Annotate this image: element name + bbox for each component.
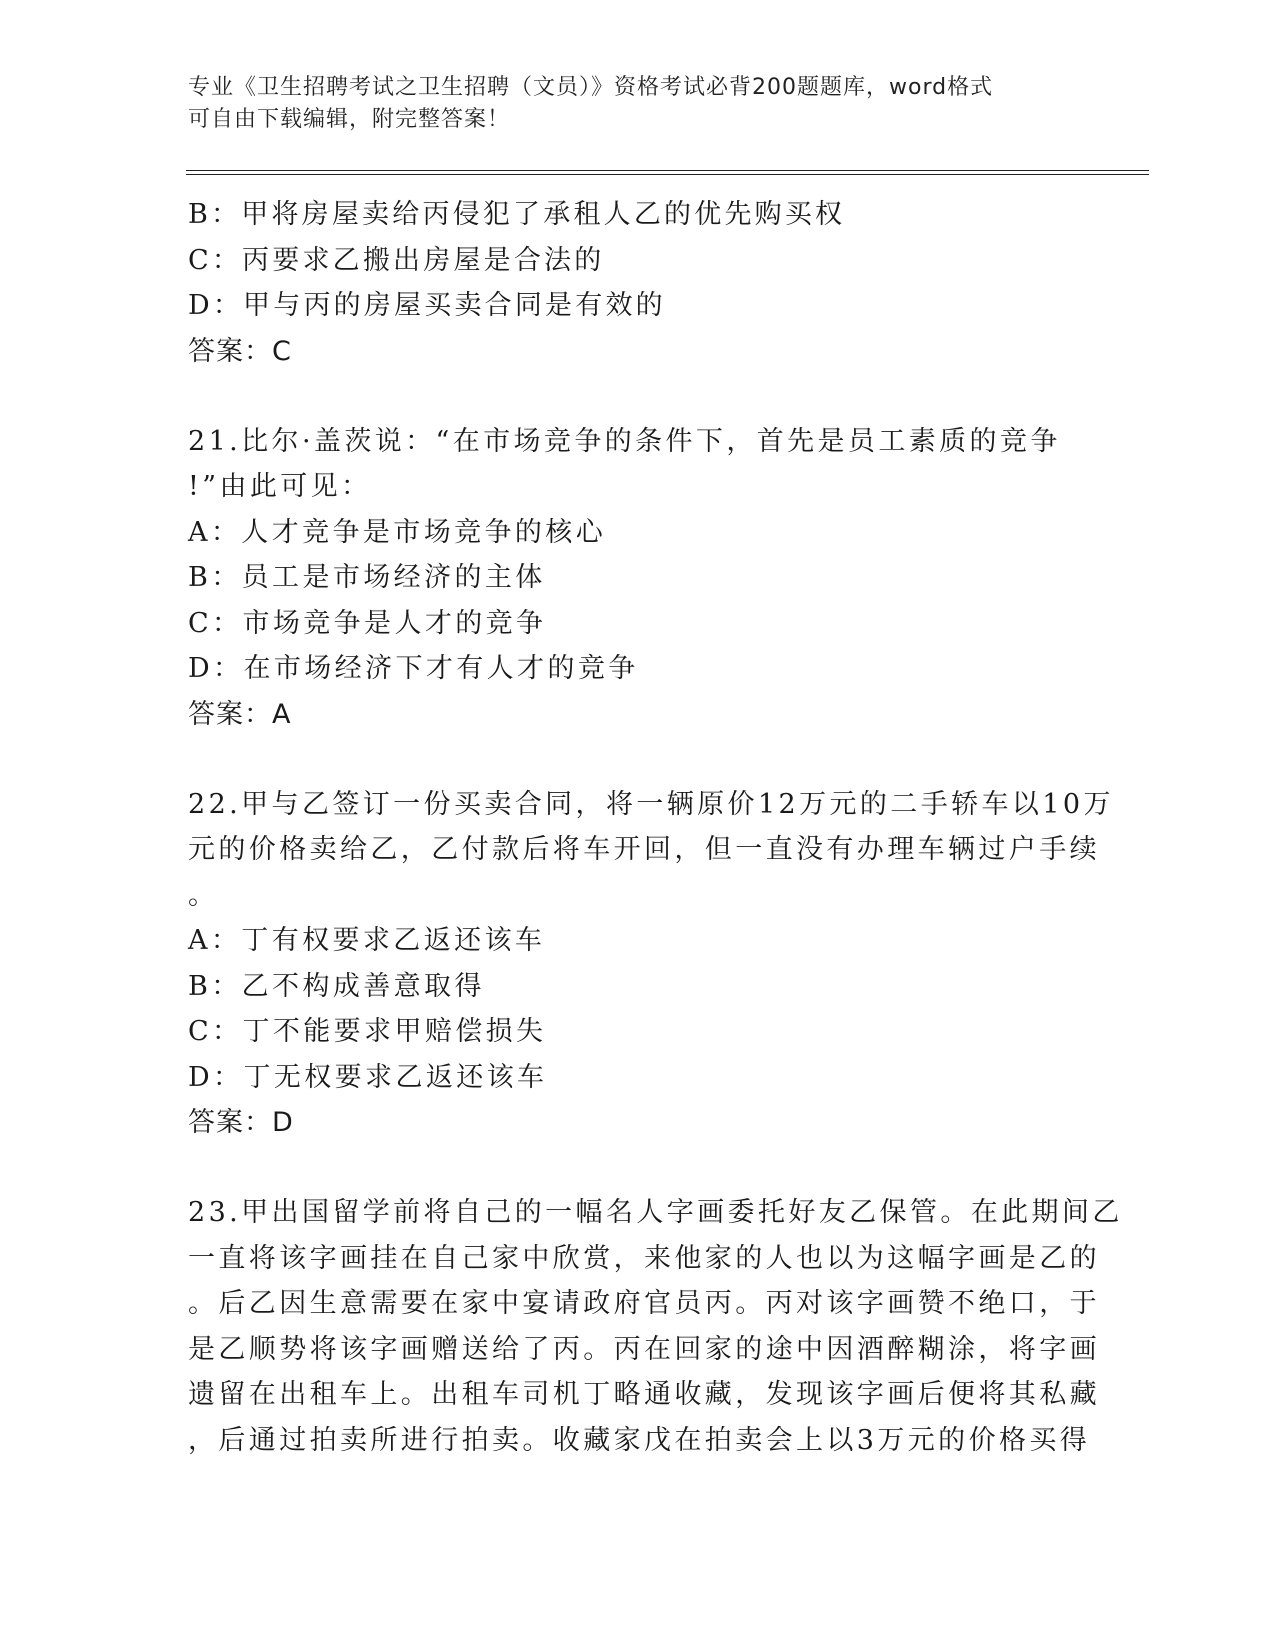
option-c: C：丁不能要求甲赔偿损失 (188, 1016, 547, 1047)
question-23 (188, 1190, 1123, 1463)
question-stem-line: 元的价格卖给乙，乙付款后将车开回，但一直没有办理车辆过户手续 (188, 834, 1100, 865)
question-21 (188, 419, 1088, 738)
answer-label: 答案：D (188, 1107, 294, 1138)
option-c: C：市场竞争是人才的竞争 (188, 607, 547, 639)
option-d: D：在市场经济下才有人才的竞争 (188, 653, 639, 684)
question-stem-line: 是乙顺势将该字画赠送给了丙。丙在回家的途中因酒醉糊涂，将字画 (188, 1333, 1100, 1365)
question-stem-line: 22.甲与乙签订一份买卖合同，将一辆原价12万元的二手轿车以10万 (188, 788, 1114, 820)
document-header (188, 72, 1088, 136)
header-title-line-1: 专业《卫生招聘考试之卫生招聘（文员）》资格考试必背200题题库，word格式 (188, 75, 994, 100)
question-stem-line: 。 (188, 879, 219, 911)
option-b: B：甲将房屋卖给丙侵犯了承租人乙的优先购买权 (188, 199, 846, 230)
option-a: A：丁有权要求乙返还该车 (188, 925, 546, 956)
question-stem-line: !”由此可见： (188, 471, 372, 502)
answer-label: 答案：A (188, 698, 292, 730)
question-stem-line: 一直将该字画挂在自己家中欣赏，来他家的人也以为这幅字画是乙的 (188, 1242, 1100, 1274)
option-d: D：丁无权要求乙返还该车 (188, 1061, 548, 1093)
header-divider-top (186, 170, 1149, 171)
question-stem-line: 。后乙因生意需要在家中宴请政府官员丙。丙对该字画赞不绝口，于 (188, 1288, 1100, 1319)
option-d: D：甲与丙的房屋买卖合同是有效的 (188, 290, 666, 321)
option-a: A：人才竞争是市场竞争的核心 (188, 516, 607, 548)
header-title-line-2: 可自由下载编辑，附完整答案！ (188, 107, 511, 132)
previous-question-block (188, 192, 1088, 375)
question-22 (188, 782, 1114, 1147)
question-stem-line: 23.甲出国留学前将自己的一幅名人字画委托好友乙保管。在此期间乙 (188, 1197, 1123, 1228)
question-stem-line: 遗留在出租车上。出租车司机丁略通收藏，发现该字画后便将其私藏 (188, 1379, 1100, 1410)
question-content (188, 192, 1123, 1463)
header-divider-bottom (186, 174, 1149, 175)
question-stem-line: 21.比尔·盖茨说：“在市场竞争的条件下，首先是员工素质的竞争 (188, 425, 1061, 457)
option-b: B：乙不构成善意取得 (188, 970, 485, 1002)
answer-label: 答案：C (188, 335, 292, 367)
option-b: B：员工是市场经济的主体 (188, 562, 546, 593)
question-stem-line: ，后通过拍卖所进行拍卖。收藏家戊在拍卖会上以3万元的价格买得 (188, 1424, 1091, 1456)
option-c: C：丙要求乙搬出房屋是合法的 (188, 244, 605, 276)
